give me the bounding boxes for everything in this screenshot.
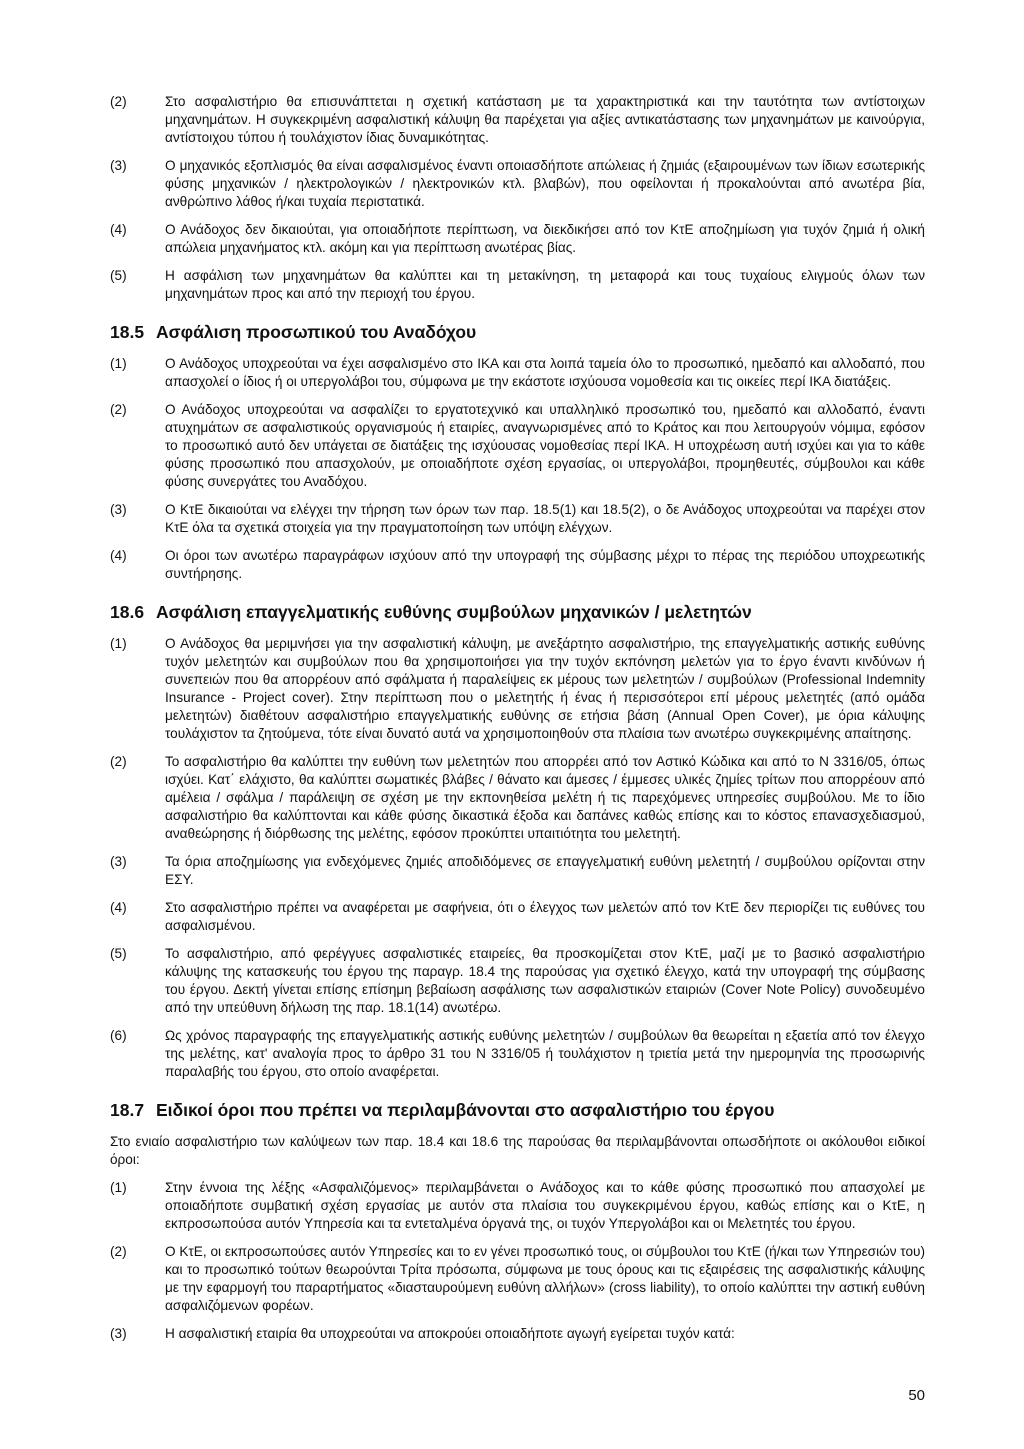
item-number: (1) <box>110 636 127 651</box>
section-title: Ασφάλιση επαγγελματικής ευθύνης συμβούλων μηχανικών / μελετητών <box>156 602 752 622</box>
item-number: (1) <box>110 1180 127 1195</box>
section-number: 18.7 <box>110 1100 145 1120</box>
item-number: (3) <box>110 1326 127 1341</box>
item-text: Ο μηχανικός εξοπλισμός θα είναι ασφαλισμένος έναντι οποιασδήποτε απώλειας ή ζημιάς (εξαιρουμένων των ίδιων εσωτερικής φύσης μηχανικών / ηλεκτρολογικών / ηλεκτρονικών κτλ. βλαβών), που οφείλονται ή προκαλούνται από ανωτέρα βία, ανθρώπινο λάθος ή/και τυχαία περιστατικά. <box>165 158 925 209</box>
list-item <box>110 157 925 211</box>
item-number: (4) <box>110 548 127 563</box>
document-page <box>110 93 925 1353</box>
item-number: (3) <box>110 854 127 869</box>
item-number: (2) <box>110 402 127 417</box>
item-text: Οι όροι των ανωτέρω παραγράφων ισχύουν από την υπογραφή της σύμβασης μέχρι το πέρας της περιόδου υποχρεωτικής συντήρησης. <box>165 548 925 581</box>
list-item <box>110 853 925 889</box>
list-item <box>110 93 925 147</box>
item-number: (4) <box>110 900 127 915</box>
section-heading-18-7 <box>110 1099 925 1121</box>
list-item <box>110 221 925 257</box>
list-item <box>110 945 925 1017</box>
item-number: (3) <box>110 158 127 173</box>
section-number: 18.5 <box>110 322 145 342</box>
list-item <box>110 547 925 583</box>
item-number: (4) <box>110 222 127 237</box>
item-text: Ο ΚτΕ δικαιούται να ελέγχει την τήρηση των όρων των παρ. 18.5(1) και 18.5(2), ο δε Ανάδοχος υποχρεούται να παρέχει στον ΚτΕ όλα τα σχετικά στοιχεία για την πραγματοποίηση των υπόψη ελέγχων. <box>165 502 925 535</box>
list-item <box>110 501 925 537</box>
list-item <box>110 1027 925 1081</box>
item-number: (5) <box>110 268 127 283</box>
item-text: Τα όρια αποζημίωσης για ενδεχόμενες ζημιές αποδιδόμενες σε επαγγελματική ευθύνη μελετητή / συμβούλου ορίζονται στην ΕΣΥ. <box>165 854 925 887</box>
item-number: (3) <box>110 502 127 517</box>
item-number: (5) <box>110 946 127 961</box>
item-text: Ο Ανάδοχος θα μεριμνήσει για την ασφαλιστική κάλυψη, με ανεξάρτητο ασφαλιστήριο, της επαγγελματικής αστικής ευθύνης τυχόν μελετητών και συμβούλων που θα χρησιμοποιήσει για την τυχόν εκπόνηση μελετών για το έργο έναντι κινδύνων ή συνεπειών που θα απορρέουν από σφάλματα ή παραλείψεις εκ μέρους των μελετητών / συμβούλων (Professional Indemnity Insurance - Project cover). Στην περίπτωση που ο μελετητής ή ένας ή περισσότεροι επί μέρους μελετητές (από ομάδα μελετητών) διαθέτουν ασφαλιστήριο επαγγελματικής ευθύνης σε ετήσια βάση (Annual Open Cover), με όρια κάλυψης τουλάχιστον τα ζητούμενα, τότε είναι δυνατό αυτά να χρησιμοποιηθούν στα πλαίσια των ανωτέρω συγκεκριμένης απαίτησης. <box>165 636 925 741</box>
item-text: Στο ασφαλιστήριο θα επισυνάπτεται η σχετική κατάσταση με τα χαρακτηριστικά και την ταυτότητα των αντίστοιχων μηχανημάτων. Η συγκεκριμένη ασφαλιστική κάλυψη θα παρέχεται για αξίες αντικατάστασης των μηχανημάτων με καινούργια, αντίστοιχου τύπου ή τουλάχιστον ίδιας δυναμικότητας. <box>165 94 925 145</box>
list-item <box>110 1179 925 1233</box>
list-item <box>110 1243 925 1315</box>
section-number: 18.6 <box>110 602 145 622</box>
item-number: (1) <box>110 356 127 371</box>
item-text: Ως χρόνος παραγραφής της επαγγελματικής αστικής ευθύνης μελετητών / συμβούλων θα θεωρείται η εξαετία από τον έλεγχο της μελέτης, κατ' αναλογία προς το άρθρο 31 του Ν 3316/05 ή τουλάχιστον η τριετία μετά την ημερομηνία της προσωρινής παραλαβής του έργου, στο οποίο αναφέρεται. <box>165 1028 925 1079</box>
item-text: Το ασφαλιστήριο θα καλύπτει την ευθύνη των μελετητών που απορρέει από τον Αστικό Κώδικα και από το Ν 3316/05, όπως ισχύει. Κατ΄ ελάχιστο, θα καλύπτει σωματικές βλάβες / θάνατο και άμεσες / έμμεσες υλικές ζημίες τρίτων που απορρέουν από αμέλεια / σφάλμα / παράλειψη σε σχέση με την εκπονηθείσα μελέτη ή τις παρεχόμενες υπηρεσίες συμβούλου. Με το ίδιο ασφαλιστήριο θα καλύπτονται και κάθε φύσης δικαστικά έξοδα και δαπάνες καθώς επίσης και το κόστος επανασχεδιασμού, αναθεώρησης ή διόρθωσης της μελέτης, εφόσον προκύπτει υπαιτιότητα του μελετητή. <box>165 754 925 841</box>
list-item <box>110 899 925 935</box>
item-text: Ο Ανάδοχος υποχρεούται να ασφαλίζει το εργατοτεχνικό και υπαλληλικό προσωπικό του, ημεδαπό και αλλοδαπό, έναντι ατυχημάτων σε ασφαλιστικούς οργανισμούς ή εταιρίες, αναγνωρισμένες από το Κράτος και που λειτουργούν νόμιμα, εφόσον το προσωπικό αυτό δεν υπάγεται σε διατάξεις της ισχύουσας νομοθεσίας περί ΙΚΑ. Η υποχρέωση αυτή ισχύει και για το κάθε φύσης προσωπικό που απασχολούν, με οποιαδήποτε σχέση εργασίας, οι υπεργολάβοι, προμηθευτές, σύμβουλοι και κάθε φύσης συνεργάτες του Αναδόχου. <box>165 402 925 489</box>
section-title: Ειδικοί όροι που πρέπει να περιλαμβάνονται στο ασφαλιστήριο του έργου <box>156 1100 775 1120</box>
item-text: Ο ΚτΕ, οι εκπροσωπούσες αυτόν Υπηρεσίες και το εν γένει προσωπικό τους, οι σύμβουλοι του ΚτΕ (ή/και των Υπηρεσιών του) και το προσωπικό τούτων θεωρούνται Τρίτα πρόσωπα, σύμφωνα με τους όρους και τις εξαιρέσεις της ασφαλιστικής κάλυψης με την εφαρμογή του παραρτήματος «διασταυρούμενη ευθύνη αλλήλων» (cross liability), το οποίο καλύπτει την αστική ευθύνη ασφαλιζόμενων φορέων. <box>165 1244 925 1313</box>
section-heading-18-6 <box>110 601 925 623</box>
item-number: (2) <box>110 754 127 769</box>
list-item <box>110 401 925 491</box>
list-item <box>110 1325 925 1343</box>
item-text: Το ασφαλιστήριο, από φερέγγυες ασφαλιστικές εταιρείες, θα προσκομίζεται στον ΚτΕ, μαζί με το βασικό ασφαλιστήριο κάλυψης της κατασκευής του έργου της παραγρ. 18.4 της παρούσας για σχετικό έλεγχο, κατά την υπογραφή της σύμβασης του έργου. Δεκτή γίνεται επίσης επίσημη βεβαίωση ασφάλισης των ασφαλιστικών εταιριών (Cover Note Policy) συνοδευμένο από την υπεύθυνη δήλωση της παρ. 18.1(14) ανωτέρω. <box>165 946 925 1015</box>
item-text: Στο ασφαλιστήριο πρέπει να αναφέρεται με σαφήνεια, ότι ο έλεγχος των μελετών από τον ΚτΕ δεν περιορίζει τις ευθύνες του ασφαλισμένου. <box>165 900 925 933</box>
item-number: (2) <box>110 1244 127 1259</box>
section-intro: Στο ενιαίο ασφαλιστήριο των καλύψεων των παρ. 18.4 και 18.6 της παρούσας θα περιλαμβάνονται οπωσδήποτε οι ακόλουθοι ειδικοί όροι: <box>110 1134 925 1167</box>
list-item <box>110 267 925 303</box>
list-item <box>110 753 925 843</box>
item-text: Ο Ανάδοχος δεν δικαιούται, για οποιαδήποτε περίπτωση, να διεκδικήσει από τον ΚτΕ αποζημίωση για τυχόν ζημιά ή ολική απώλεια μηχανήματος κτλ. ακόμη και για περίπτωση ανωτέρας βίας. <box>165 222 925 255</box>
section-title: Ασφάλιση προσωπικού του Αναδόχου <box>156 322 477 342</box>
section-heading-18-5 <box>110 321 925 343</box>
item-number: (2) <box>110 94 127 109</box>
item-number: (6) <box>110 1028 127 1043</box>
list-item <box>110 635 925 743</box>
list-item <box>110 355 925 391</box>
item-text: Η ασφάλιση των μηχανημάτων θα καλύπτει και τη μετακίνηση, τη μεταφορά και τους τυχαίους ελιγμούς όλων των μηχανημάτων προς και από την περιοχή του έργου. <box>165 268 925 301</box>
item-text: Η ασφαλιστική εταιρία θα υποχρεούται να αποκρούει οποιαδήποτε αγωγή εγείρεται τυχόν κατά: <box>165 1326 735 1341</box>
page-number: 50 <box>908 1387 925 1404</box>
item-text: Ο Ανάδοχος υποχρεούται να έχει ασφαλισμένο στο ΙΚΑ και στα λοιπά ταμεία όλο το προσωπικό, ημεδαπό και αλλοδαπό, που απασχολεί ο ίδιος ή οι υπεργολάβοι του, σύμφωνα με την εκάστοτε ισχύουσα νομοθεσία και τις οικείες περί ΙΚΑ διατάξεις. <box>165 356 925 389</box>
item-text: Στην έννοια της λέξης «Ασφαλιζόμενος» περιλαμβάνεται ο Ανάδοχος και το κάθε φύσης προσωπικό που απασχολεί με οποιαδήποτε συμβατική σχέση εργασίας με αυτόν στα πλαίσια του συγκεκριμένου έργου, καθώς επίσης και ο ΚτΕ, η εκπροσωπούσα αυτόν Υπηρεσία και τα εντεταλμένα όργανά της, οι τυχόν Υπεργολάβοι και οι Μελετητές του έργου. <box>165 1180 925 1231</box>
